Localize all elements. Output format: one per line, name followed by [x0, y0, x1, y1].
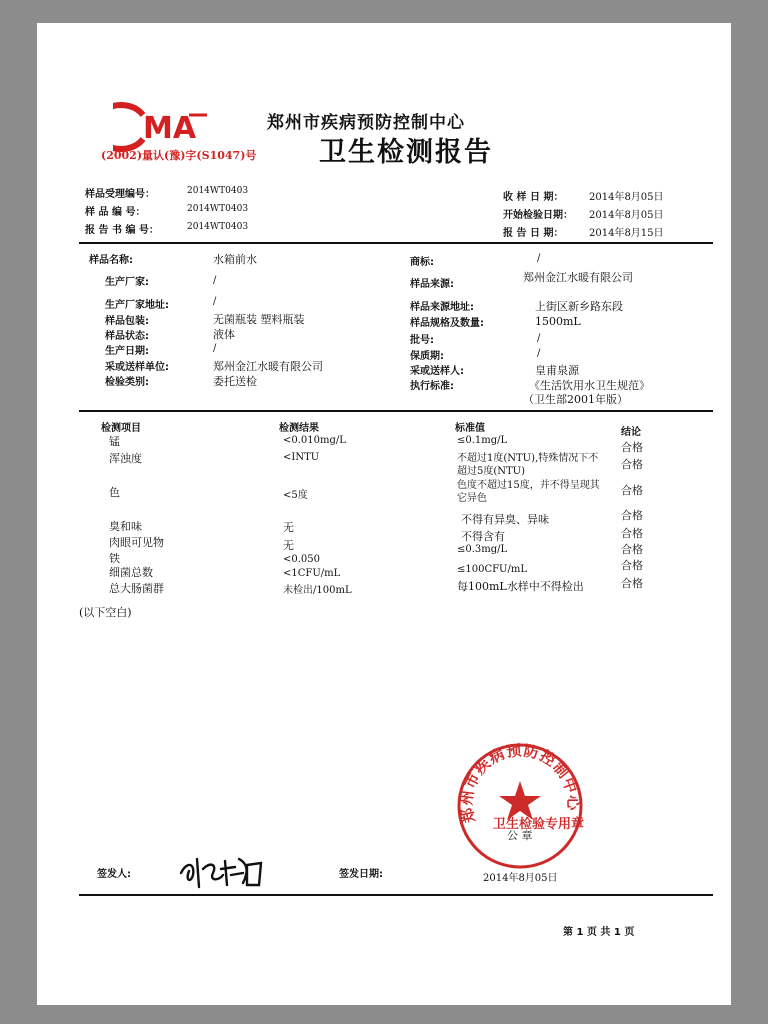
start-value: 2014年8月05日 — [589, 210, 664, 221]
maker-addr-value: / — [213, 296, 217, 307]
row-item: 总大肠菌群 — [109, 582, 164, 595]
received-value: 2014年8月05日 — [589, 192, 664, 203]
shelf-value: / — [537, 348, 541, 359]
row-standard: 不超过1度(NTU),特殊情况下不超过5度(NTU) — [457, 453, 599, 477]
sign-date-value: 2014年8月05日 — [483, 873, 558, 884]
report-date-label: 报 告 日 期： — [503, 228, 564, 239]
row-item: 色 — [109, 486, 120, 499]
row-conclusion: 合格 — [621, 559, 643, 572]
row-conclusion: 合格 — [621, 484, 643, 497]
row-result: 未检出/100mL — [283, 585, 352, 596]
report-date-value: 2014年8月15日 — [589, 228, 664, 239]
stamp-bottom-text: 卫生检验专用章 — [493, 817, 585, 832]
prod-date-value: / — [213, 343, 217, 354]
row-result: <1CFU/mL — [283, 568, 341, 579]
source-label: 样品来源: — [410, 279, 454, 290]
standard-label: 执行标准: — [410, 381, 454, 392]
sample-name-value: 水箱前水 — [213, 253, 257, 266]
report-no-label: 报 告 书 编 号： — [85, 225, 159, 236]
sender-unit-label: 采或送样单位: — [105, 362, 169, 373]
packing-label: 样品包装: — [105, 316, 149, 327]
row-item: 锰 — [109, 435, 120, 448]
spec-value: 1500mL — [535, 315, 581, 328]
trademark-value: / — [537, 253, 541, 264]
signature-image — [177, 851, 267, 891]
batch-label: 批号: — [410, 335, 434, 346]
source-addr-value: 上街区新乡路东段 — [535, 300, 623, 313]
category-label: 检验类别: — [105, 377, 149, 388]
row-result: 无 — [283, 539, 294, 552]
official-stamp-icon — [455, 741, 585, 871]
maker-label: 生产厂家: — [105, 277, 149, 288]
svg-text:公 章: 公 章 — [507, 829, 533, 842]
row-result: <0.050 — [283, 554, 321, 565]
row-standard: 不得有异臭、异味 — [461, 513, 549, 526]
shelf-label: 保质期: — [410, 351, 444, 362]
row-item: 臭和味 — [109, 520, 142, 533]
row-standard: ≤100CFU/mL — [457, 564, 527, 575]
row-conclusion: 合格 — [621, 577, 643, 590]
report-no-value: 2014WT0403 — [187, 222, 249, 232]
sample-no-label: 样 品 编 号： — [85, 207, 146, 218]
standard-note: （卫生部2001年版） — [523, 393, 628, 406]
report-title: 卫生检测报告 — [319, 137, 493, 168]
sender-label: 采或送样人: — [410, 366, 464, 377]
state-label: 样品状态: — [105, 331, 149, 342]
row-standard: 色度不超过15度，并不得呈现其它异色 — [457, 480, 600, 504]
divider-bottom — [79, 894, 713, 896]
row-item: 浑浊度 — [109, 452, 142, 465]
blank-note: (以下空白) — [79, 606, 132, 619]
row-standard: 每100mL水样中不得检出 — [457, 580, 584, 593]
prod-date-label: 生产日期: — [105, 346, 149, 357]
row-item: 肉眼可见物 — [109, 536, 164, 549]
header-conclusion: 结论 — [621, 427, 641, 438]
sample-no-value: 2014WT0403 — [187, 204, 249, 214]
received-label: 收 样 日 期： — [503, 192, 564, 203]
row-result: <5度 — [283, 490, 308, 501]
organization-name: 郑州市疾病预防控制中心 — [267, 113, 465, 133]
row-conclusion: 合格 — [621, 527, 643, 540]
row-item: 细菌总数 — [109, 566, 153, 579]
signer-label: 签发人: — [97, 869, 131, 880]
sender-unit-value: 郑州金江水暖有限公司 — [213, 360, 323, 373]
row-standard: 不得含有 — [461, 530, 505, 543]
sign-date-label: 签发日期: — [339, 869, 383, 880]
row-result: <0.010mg/L — [283, 435, 346, 446]
header-standard: 标准值 — [455, 423, 485, 434]
sample-accept-label: 样品受理编号： — [85, 189, 155, 200]
row-result: <INTU — [283, 452, 320, 463]
spec-label: 样品规格及数量: — [410, 318, 484, 329]
svg-text:郑州市疾病预防控制中心: 郑州市疾病预防控制中心 — [457, 741, 583, 825]
header-item: 检测项目 — [101, 423, 141, 434]
maker-addr-label: 生产厂家地址: — [105, 300, 169, 311]
report-page — [37, 23, 731, 1005]
sample-accept-value: 2014WT0403 — [187, 186, 249, 196]
divider-middle — [79, 410, 713, 412]
row-item: 铁 — [109, 552, 120, 565]
state-value: 液体 — [213, 328, 235, 341]
row-conclusion: 合格 — [621, 543, 643, 556]
sample-name-label: 样品名称: — [89, 255, 133, 266]
row-standard: ≤0.1mg/L — [457, 435, 508, 446]
maker-value: / — [213, 275, 217, 286]
category-value: 委托送检 — [213, 375, 257, 388]
source-addr-label: 样品来源地址: — [410, 302, 474, 313]
divider-top — [79, 242, 713, 244]
row-conclusion: 合格 — [621, 509, 643, 522]
packing-value: 无菌瓶装 塑料瓶装 — [213, 313, 305, 326]
row-conclusion: 合格 — [621, 441, 643, 454]
trademark-label: 商标: — [410, 257, 434, 268]
batch-value: / — [537, 333, 541, 344]
svg-text:MA: MA — [143, 111, 197, 146]
standard-value: 《生活饮用水卫生规范》 — [529, 379, 650, 392]
source-value: 郑州金江水暖有限公司 — [523, 271, 633, 284]
start-label: 开始检验日期： — [503, 210, 573, 221]
page-info: 第 1 页 共 1 页 — [563, 927, 635, 938]
row-conclusion: 合格 — [621, 458, 643, 471]
row-standard: ≤0.3mg/L — [457, 544, 508, 555]
header-result: 检测结果 — [279, 423, 319, 434]
cma-code: (2002)量认(豫)字(S1047)号 — [101, 149, 257, 162]
sender-value: 皇甫泉源 — [535, 364, 579, 377]
row-result: 无 — [283, 521, 294, 534]
